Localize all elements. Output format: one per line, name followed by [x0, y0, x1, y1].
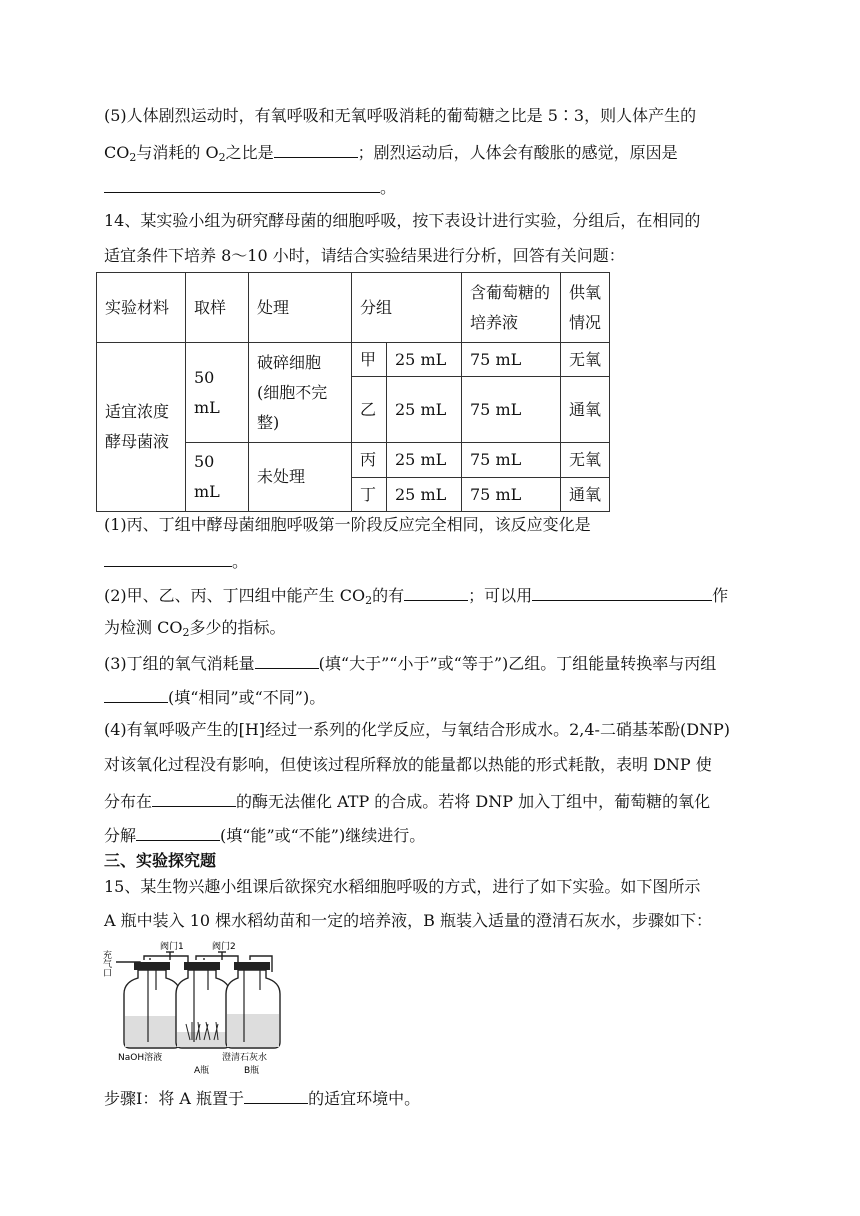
q14-part2-line2: 为检测 $CO_2$多少的指标。 — [104, 618, 286, 639]
q13-part5-line1: (5)人体剧烈运动时，有氧呼吸和无氧呼吸消耗的葡萄糖之比是 5∶3，则人体产生的 — [104, 106, 697, 125]
bottle-b-label: B瓶 — [244, 1066, 260, 1076]
q14-part4-line2: 对该氧化过程没有影响，但使该过程所释放的能量都以热能的形式耗散，表明 DNP 使 — [104, 755, 712, 774]
volume-cell: 25 mL — [387, 478, 462, 512]
volume-cell: 25 mL — [387, 343, 462, 377]
q14-part1-line1: (1)丙、丁组中酵母菌细胞呼吸第一阶段反应完全相同，该反应变化是 — [104, 515, 591, 534]
answer-blank[interactable] — [404, 584, 468, 601]
limewater-label: 澄清石灰水 — [222, 1053, 268, 1063]
treatment-cell: 破碎细胞(细胞不完整) — [249, 343, 352, 443]
q14-part2-line1: (2)甲、乙、丙、丁四组中能产生 $CO_2$的有 ；可以用 作 — [104, 586, 729, 607]
table-header: 处理 — [249, 273, 352, 343]
medium-cell: 75 mL — [462, 377, 561, 443]
volume-cell: 25 mL — [387, 443, 462, 478]
q14-part3-line2: (填“相同”或“不同”)。 — [104, 686, 325, 708]
treatment-cell: 未处理 — [249, 443, 352, 512]
material-cell: 适宜浓度酵母菌液 — [97, 343, 186, 512]
section-title: 三、实验探究题 — [104, 851, 217, 870]
q14-stem-line2: 适宜条件下培养 8～10 小时，请结合实验结果进行分析，回答有关问题： — [104, 246, 625, 265]
q13-part5-line3: 。 — [104, 176, 396, 198]
oxygen-cell: 无氧 — [561, 343, 610, 377]
answer-blank[interactable] — [152, 790, 236, 807]
apparatus-figure — [101, 938, 294, 1078]
medium-cell: 75 mL — [462, 343, 561, 377]
bottle-b — [226, 962, 280, 1048]
medium-cell: 75 mL — [462, 443, 561, 478]
apparatus-diagram — [101, 938, 294, 1078]
bottle-a — [176, 962, 230, 1048]
group-cell: 甲 — [352, 343, 387, 377]
group-cell: 丁 — [352, 478, 387, 512]
volume-cell: 25 mL — [387, 377, 462, 443]
experiment-table — [96, 272, 610, 512]
oxygen-cell: 通氧 — [561, 377, 610, 443]
table-header: 取样 — [186, 273, 249, 343]
table-header: 含葡萄糖的培养液 — [462, 273, 561, 343]
q15-step1: 步骤Ⅰ：将 A 瓶置于 的适宜环境中。 — [104, 1089, 421, 1108]
q14-part3-line1: (3)丁组的氧气消耗量 (填“大于”“小于”或“等于”)乙组。丁组能量转换率与丙组 — [104, 654, 717, 673]
q14-part4-line4: 分解 (填“能”或“不能”)继续进行。 — [104, 826, 426, 845]
table-header: 分组 — [352, 273, 462, 343]
answer-blank[interactable] — [274, 141, 358, 158]
q15-stem-line1: 15、某生物兴趣小组课后欲探究水稻细胞呼吸的方式，进行了如下实验。如下图所示 — [104, 877, 701, 896]
answer-blank[interactable] — [104, 550, 232, 567]
naoh-bottle — [124, 962, 180, 1048]
valve2-label: 阀门2 — [212, 942, 236, 952]
q14-stem-line1: 14、某实验小组为研究酵母菌的细胞呼吸，按下表设计进行实验，分组后，在相同的 — [104, 211, 701, 230]
inlet-label: 充气口 — [101, 950, 111, 977]
q14-part1-line2: 。 — [104, 550, 248, 572]
oxygen-cell: 通氧 — [561, 478, 610, 512]
q15-stem-line2: A 瓶中装入 10 棵水稻幼苗和一定的培养液，B 瓶装入适量的澄清石灰水，步骤如下： — [104, 911, 713, 930]
table-header: 实验材料 — [97, 273, 186, 343]
q13-part5-line2: $CO_2$与消耗的 $O_2$之比是 ；剧烈运动后，人体会有酸胀的感觉，原因是 — [104, 143, 678, 164]
answer-blank[interactable] — [104, 686, 168, 703]
q14-part4-line1: (4)有氧呼吸产生的[H]经过一系列的化学反应，与氧结合形成水。2,4-二硝基苯酚(DNP) — [104, 720, 731, 739]
group-cell: 乙 — [352, 377, 387, 443]
answer-blank[interactable] — [136, 824, 220, 841]
answer-blank[interactable] — [104, 176, 380, 193]
answer-blank[interactable] — [244, 1087, 308, 1104]
naoh-label: NaOH溶液 — [118, 1053, 163, 1063]
bottle-a-label: A瓶 — [194, 1066, 210, 1076]
q14-part4-line3: 分布在 的酶无法催化 ATP 的合成。若将 DNP 加入丁组中，葡萄糖的氧化 — [104, 792, 711, 811]
answer-blank[interactable] — [532, 584, 712, 601]
table-header: 供氧情况 — [561, 273, 610, 343]
group-cell: 丙 — [352, 443, 387, 478]
sample-cell: 50 mL — [186, 443, 249, 512]
oxygen-cell: 无氧 — [561, 443, 610, 478]
answer-blank[interactable] — [255, 652, 319, 669]
valve1-label: 阀门1 — [160, 942, 184, 952]
sample-cell: 50 mL — [186, 343, 249, 443]
medium-cell: 75 mL — [462, 478, 561, 512]
